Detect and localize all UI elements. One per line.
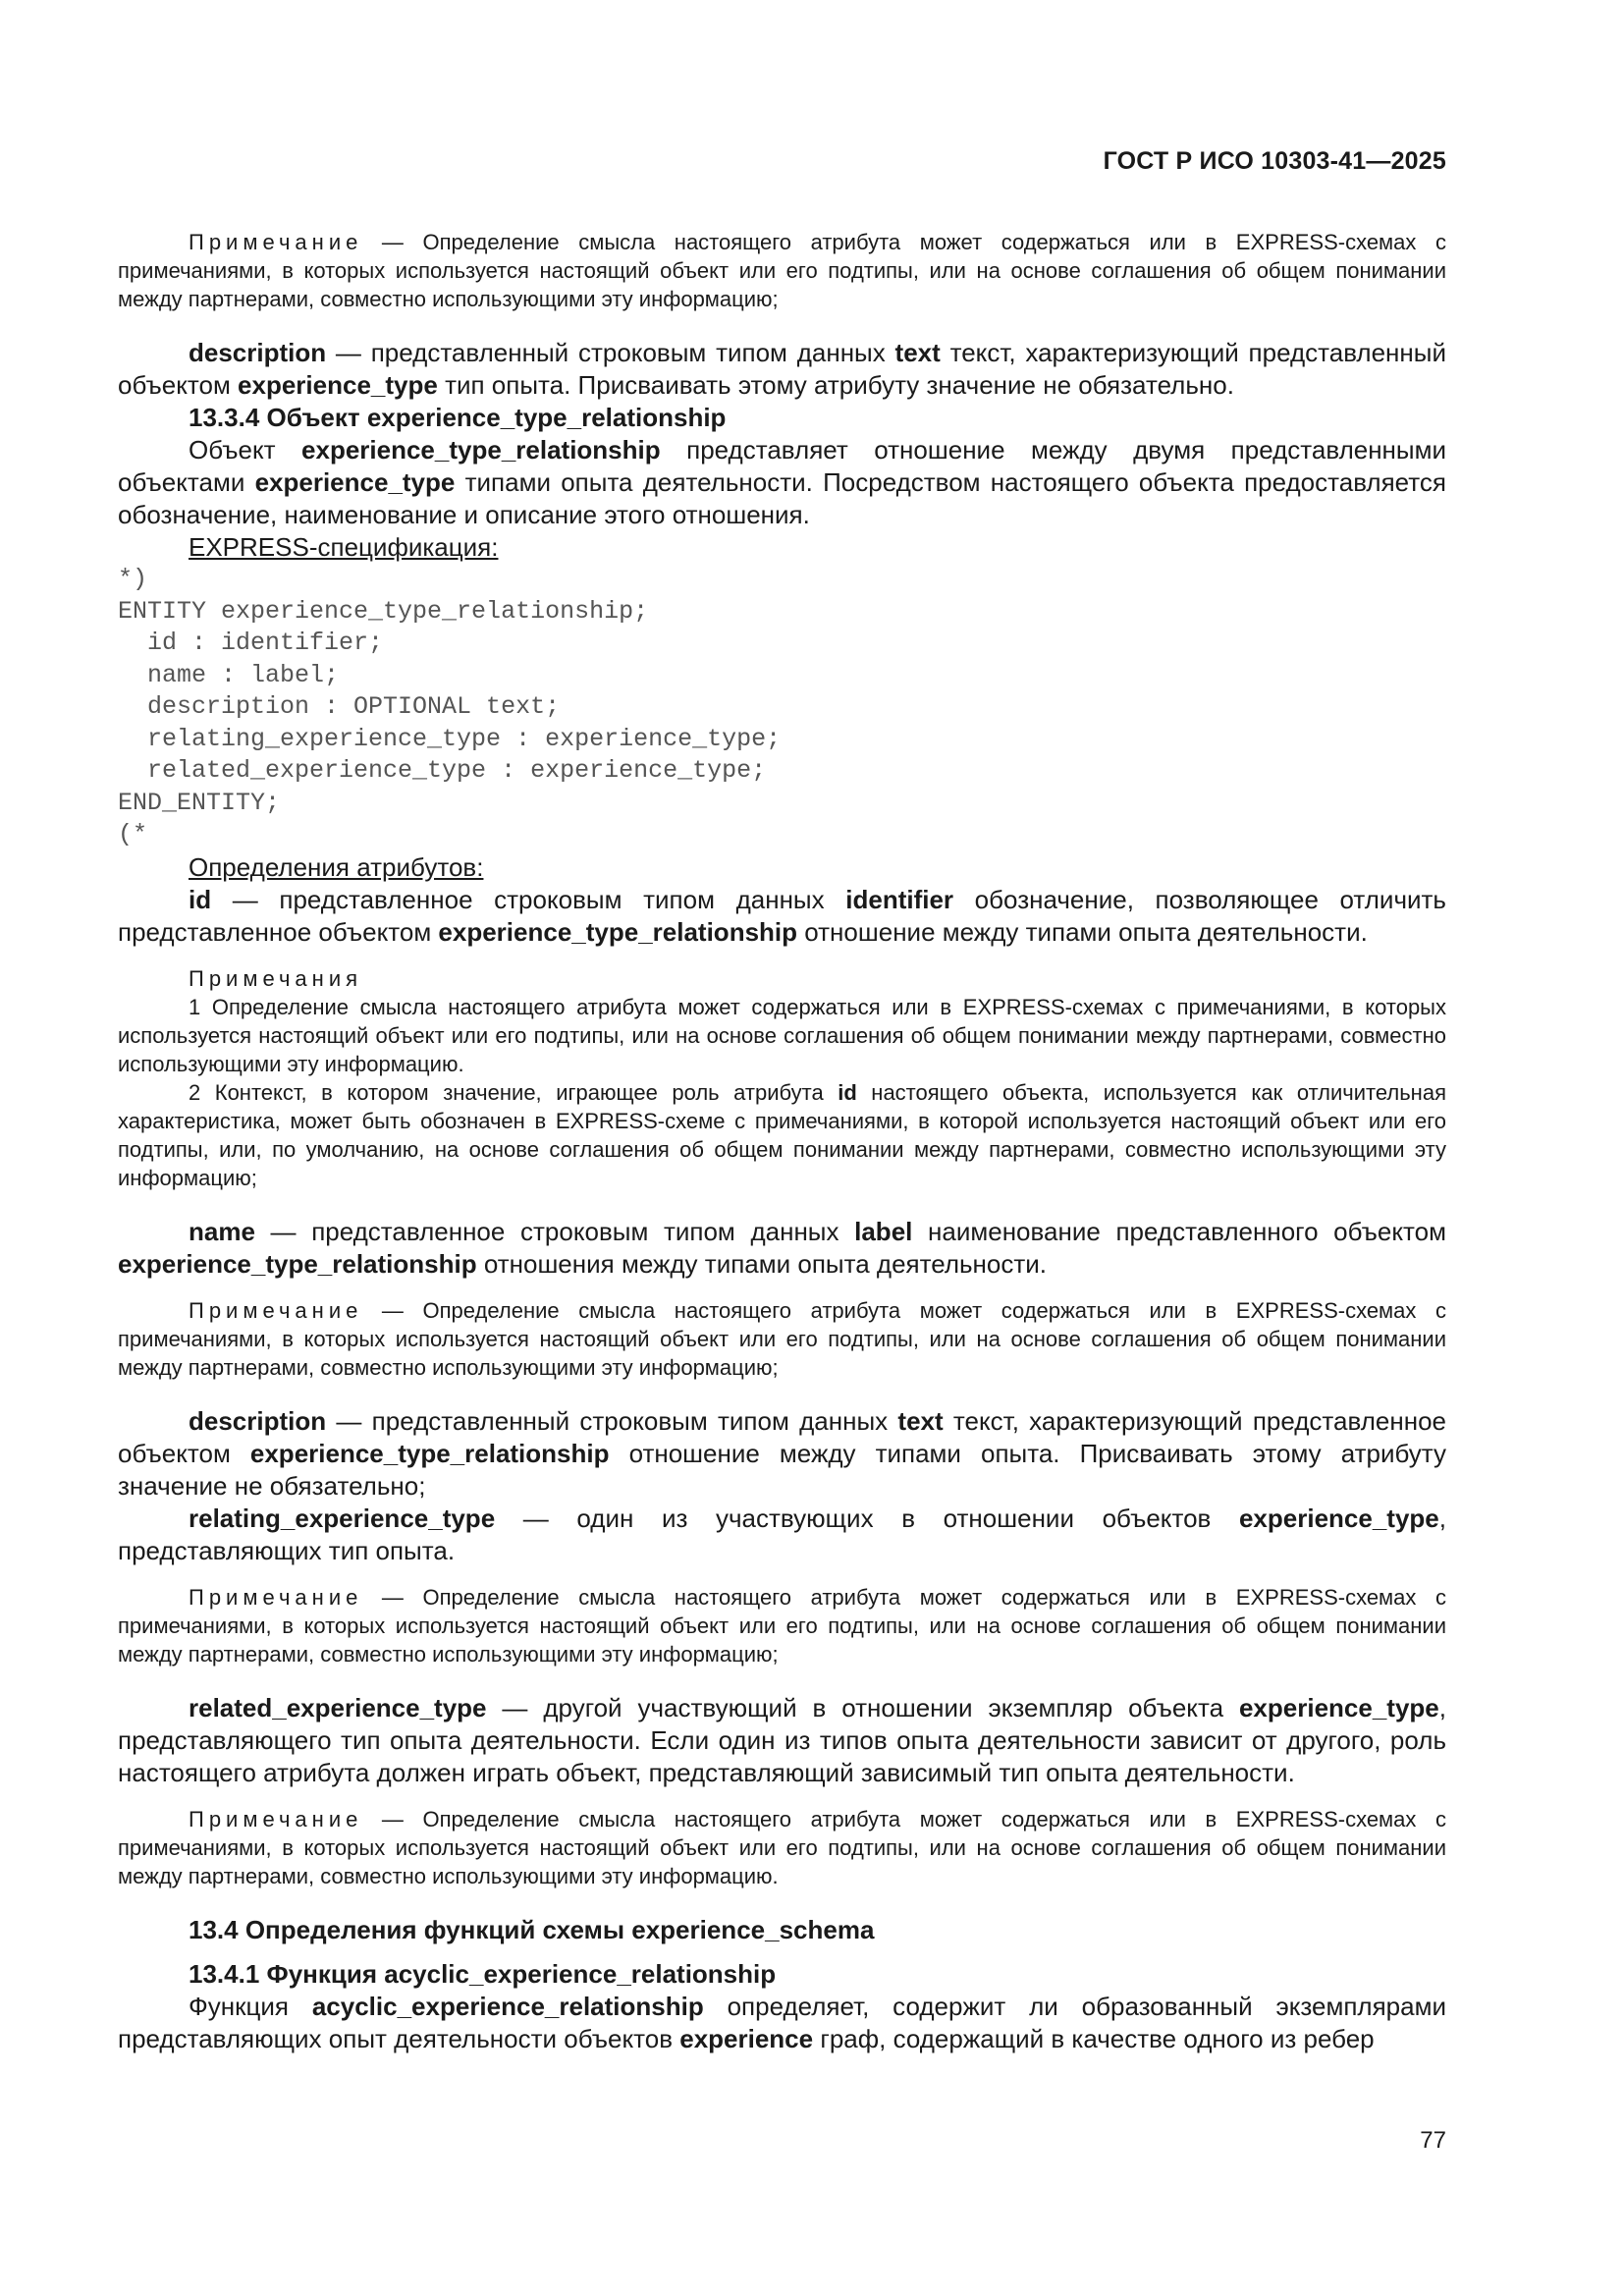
text-run: — представленное строковым типом данных [254,1216,855,1246]
text-run-bold: experience_type [1238,1692,1439,1722]
text-run: наименование представленного объектом [912,1216,1446,1246]
text-run: — другой участвующий в отношении экземпляр объекта [486,1692,1239,1722]
notes-label [118,964,1446,993]
text-run: представляет отношение между двумя представленными объектами [118,435,1446,497]
text-run-bold: text [897,1405,944,1436]
text-run: — представленное строковым типом данных [211,884,846,914]
text-run: , представляющего тип опыта деятельности. Если один из типов опыта деятельности зависит от другого, роль настоящего атрибута должен играть объект, представляющий зависимый тип опыта деятельности. [118,1692,1446,1787]
note-2 [118,1078,1446,1192]
text-run: Объект [189,435,302,465]
attribute-term: name [189,1216,255,1246]
entity-paragraph [118,434,1446,531]
text-run-bold: experience_type [238,370,438,400]
note-paragraph [118,1296,1446,1382]
attribute-relating-experience-type [118,1503,1446,1567]
note-label: Примечание [189,1806,363,1831]
text-run-bold: experience_type_relationship [249,1438,610,1468]
express-spec-label [118,531,1446,564]
text-run-bold: experience_type [254,467,456,497]
text-run-bold: label [854,1216,913,1246]
page-content [118,228,1446,2055]
function-paragraph [118,1991,1446,2055]
document-header: ГОСТ Р ИСО 10303-41—2025 [1103,147,1446,175]
text-run: , представляющих тип опыта. [118,1503,1446,1565]
note-paragraph [118,1805,1446,1890]
text-run: — один из участвующих в отношении объектов [495,1503,1239,1533]
subsection-heading: 13.4.1 Функция acyclic_experience_relationship [189,1958,777,1989]
attribute-name [118,1216,1446,1281]
text-run-bold: experience_type_relationship [301,435,661,465]
text-run: отношение между типами опыта. Присваивать этому атрибуту значение не обязательно; [118,1438,1446,1501]
text-run-bold: identifier [845,884,954,914]
text-run: настоящего объекта, используется как отличительная характеристика, может быть обозначен в EXPRESS-схеме с примечаниями, в которой используется настоящий объект или его подтипы, или, по умолчанию, на основе соглашения об общем понимании между партнерами, совместно использующими эту информацию; [118,1079,1446,1190]
note-1: 1 Определение смысла настоящего атрибута может содержаться или в EXPRESS-схемах с примечаниями, в которых используется настоящий объект или его подтипы, или на основе соглашения об общем понимании между партнерами, совместно использующими эту информацию. [118,994,1446,1076]
note-text: — Определение смысла настоящего атрибута может содержаться или в EXPRESS-схемах с примечаниями, в которых используется настоящий объект или его подтипы, или на основе соглашения об общем понимании между партнерами, совместно использующими эту информацию; [118,1584,1446,1667]
note-label: Примечание [189,1584,363,1610]
note-label: Примечание [189,230,363,254]
text-run-bold: experience_type_relationship [438,916,798,947]
attribute-related-experience-type [118,1692,1446,1789]
express-spec-label-text: EXPRESS-спецификация: [189,532,499,562]
text-run-bold: experience_type_relationship [118,1248,477,1279]
text-run: текст, характеризующий представленный объектом [118,338,1446,400]
attribute-definitions-label [118,851,1446,884]
text-run-bold: text [894,338,941,367]
text-run: определяет, содержит ли образованный экземплярами представляющих опыт деятельности объектов [118,1991,1447,2053]
note-paragraph [118,1583,1446,1668]
note-paragraph [118,228,1446,313]
attribute-definitions-label-text: Определения атрибутов: [189,851,484,882]
attribute-description [118,1405,1446,1503]
text-run: Функция [189,1991,312,2021]
text-run: тип опыта. Присваивать этому атрибуту значение не обязательно. [437,370,1234,400]
text-run: отношения между типами опыта деятельности. [476,1248,1048,1279]
attribute-term: relating_experience_type [189,1503,496,1533]
page-number: 77 [1420,2127,1446,2154]
note-text: — Определение смысла настоящего атрибута может содержаться или в EXPRESS-схемах с примечаниями, в которых используется настоящий объект или его подтипы, или на основе соглашения об общем понимании между партнерами, совместно использующими эту информацию; [118,230,1446,311]
note-text: — Определение смысла настоящего атрибута может содержаться или в EXPRESS-схемах с примечаниями, в которых используется настоящий объект или его подтипы, или на основе соглашения об общем понимании между партнерами, совместно использующими эту информацию. [118,1806,1446,1888]
express-code-block: *) ENTITY experience_type_relationship; id : identifier; name : label; description : OPTIONAL text; relating_experience_type : experience_type; related_experience_type : experience_type; END_ENTITY; (* [118,565,782,848]
section-heading: 13.3.4 Объект experience_type_relationship [189,403,727,432]
attribute-id [118,884,1446,949]
text-run-bold: experience_type [1238,1503,1439,1533]
attribute-term: related_experience_type [189,1692,487,1722]
text-run-bold: experience [679,2023,814,2053]
text-run: — представленный строковым типом данных [326,338,895,367]
text-run: отношение между типами опыта деятельности. [797,916,1368,947]
text-run: — представленный строковым типом данных [326,1405,898,1436]
text-run: типами опыта деятельности. Посредством настоящего объекта предоставляется обозначение, наименование и описание этого отношения. [118,467,1446,529]
text-run-bold: acyclic_experience_relationship [311,1991,704,2021]
section-heading: 13.4 Определения функций схемы experience_schema [189,1914,875,1944]
text-run: 2 Контекст, в котором значение, играющее роль атрибута [189,1079,839,1105]
attribute-term: description [189,1405,327,1436]
note-text: — Определение смысла настоящего атрибута может содержаться или в EXPRESS-схемах с примечаниями, в которых используется настоящий объект или его подтипы, или на основе соглашения об общем понимании между партнерами, совместно использующими эту информацию; [118,1297,1446,1380]
text-run-bold: id [838,1079,857,1105]
notes-label-text: Примечания [189,965,363,991]
note-label: Примечание [189,1297,363,1323]
text-run: граф, содержащий в качестве одного из ребер [813,2023,1375,2053]
text-run: текст, характеризующий представленное объектом [118,1405,1446,1468]
attribute-term: id [189,884,212,914]
text-run: обозначение, позволяющее отличить представленное объектом [118,884,1446,947]
attribute-description [118,337,1446,402]
attribute-term: description [189,338,327,367]
